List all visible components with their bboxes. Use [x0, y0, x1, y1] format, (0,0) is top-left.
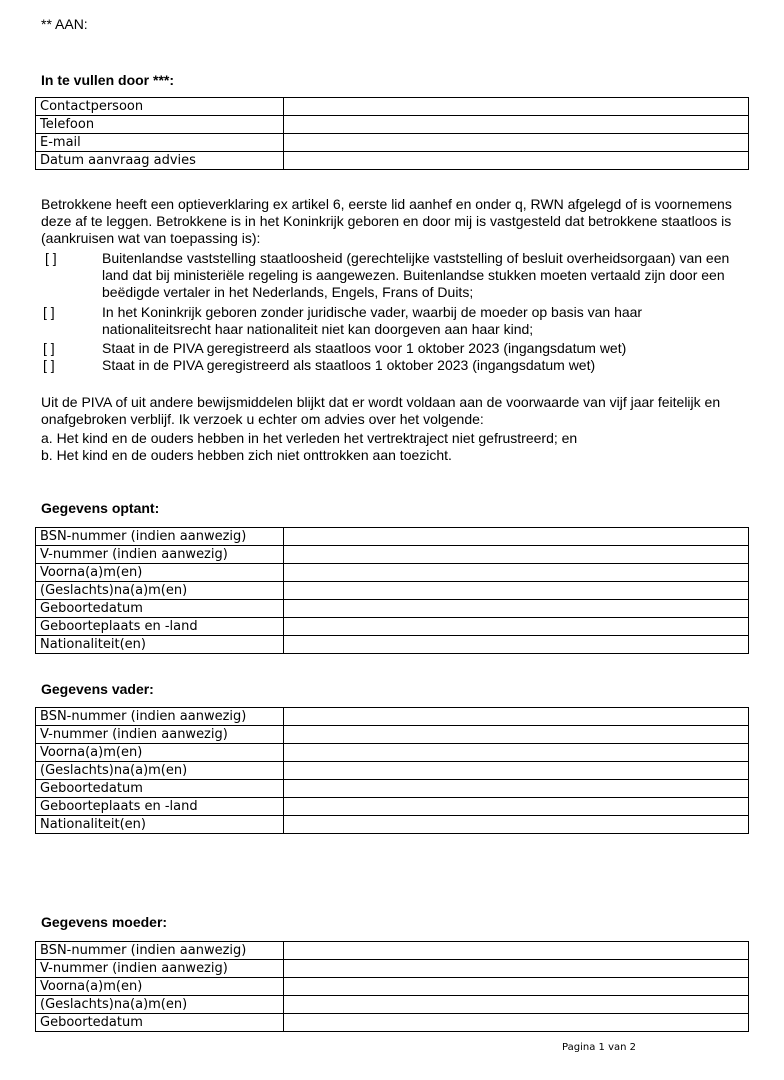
- value-field-email[interactable]: [284, 134, 749, 152]
- table-row: [36, 708, 749, 726]
- checkbox-bracket[interactable]: [ ]: [43, 357, 55, 373]
- table-row: [36, 618, 749, 636]
- option-text: In het Koninkrijk geboren zonder juridische vader, waarbij de moeder op basis van haar nationaliteitsrecht haar nationaliteit niet kan doorgeven aan haar kind;: [102, 304, 643, 337]
- table-row: [36, 152, 749, 170]
- row-label: BSN-nummer (indien aanwezig): [36, 942, 284, 960]
- table-row: [36, 996, 749, 1014]
- value-field[interactable]: [284, 1014, 749, 1032]
- value-field[interactable]: [284, 960, 749, 978]
- option-piva-voor: [43, 340, 753, 357]
- row-label: Geboortedatum: [36, 780, 284, 798]
- row-label: Contactpersoon: [36, 98, 284, 116]
- table-row: [36, 528, 749, 546]
- table-row: [36, 762, 749, 780]
- value-field[interactable]: [284, 546, 749, 564]
- row-label: Voorna(a)m(en): [36, 978, 284, 996]
- row-label: V-nummer (indien aanwezig): [36, 726, 284, 744]
- table-row: [36, 780, 749, 798]
- value-field[interactable]: [284, 798, 749, 816]
- piva-paragraph: Uit de PIVA of uit andere bewijsmiddelen blijkt dat er wordt voldaan aan de voorwaarde van vijf jaar feitelijk en onafgebroken verblijf. Ik verzoek u echter om advies over het volgende:: [41, 394, 721, 427]
- table-row: [36, 978, 749, 996]
- value-field[interactable]: [284, 816, 749, 834]
- contact-table: [35, 97, 749, 170]
- table-row: [36, 116, 749, 134]
- value-field[interactable]: [284, 762, 749, 780]
- table-row: [36, 942, 749, 960]
- checkbox-bracket[interactable]: [ ]: [45, 250, 57, 266]
- option-text: Staat in de PIVA geregistreerd als staatloos 1 oktober 2023 (ingangsdatum wet): [102, 357, 596, 373]
- value-field[interactable]: [284, 780, 749, 798]
- table-row: [36, 726, 749, 744]
- table-row: [36, 98, 749, 116]
- option-zonder-juridische-vader: [43, 304, 753, 338]
- row-label: Nationaliteit(en): [36, 636, 284, 654]
- section-title-moeder: Gegevens moeder:: [41, 914, 168, 930]
- option-buitenlandse-vaststelling: [45, 250, 755, 301]
- table-row: [36, 564, 749, 582]
- row-label: BSN-nummer (indien aanwezig): [36, 708, 284, 726]
- value-field-telefoon[interactable]: [284, 116, 749, 134]
- optant-table: [35, 527, 749, 654]
- row-label: Geboortedatum: [36, 600, 284, 618]
- section-title-in-te-vullen: In te vullen door ***:: [41, 72, 175, 88]
- vader-table: [35, 707, 749, 834]
- row-label: Geboorteplaats en -land: [36, 618, 284, 636]
- row-label: Geboorteplaats en -land: [36, 798, 284, 816]
- table-row: [36, 636, 749, 654]
- table-row: [36, 546, 749, 564]
- row-label: (Geslachts)na(a)m(en): [36, 582, 284, 600]
- row-label: Voorna(a)m(en): [36, 564, 284, 582]
- row-label: Datum aanvraag advies: [36, 152, 284, 170]
- value-field[interactable]: [284, 978, 749, 996]
- row-label: Nationaliteit(en): [36, 816, 284, 834]
- intro-paragraph: Betrokkene heeft een optieverklaring ex artikel 6, eerste lid aanhef en onder q, RWN afgelegd of is voornemens deze af te leggen. Betrokkene is in het Koninkrijk geboren en door mij is vastgesteld dat betrokkene staatloos is (aankruisen wat van toepassing is):: [41, 196, 732, 246]
- value-field-datum-aanvraag[interactable]: [284, 152, 749, 170]
- value-field[interactable]: [284, 528, 749, 546]
- row-label: BSN-nummer (indien aanwezig): [36, 528, 284, 546]
- option-piva-na: [43, 357, 753, 374]
- checkbox-bracket[interactable]: [ ]: [43, 304, 55, 320]
- table-row: [36, 1014, 749, 1032]
- row-label: (Geslachts)na(a)m(en): [36, 996, 284, 1014]
- value-field[interactable]: [284, 582, 749, 600]
- value-field-contactpersoon[interactable]: [284, 98, 749, 116]
- row-label: Telefoon: [36, 116, 284, 134]
- value-field[interactable]: [284, 942, 749, 960]
- checkbox-bracket[interactable]: [ ]: [43, 340, 55, 356]
- section-title-optant: Gegevens optant:: [41, 500, 160, 516]
- value-field[interactable]: [284, 744, 749, 762]
- value-field[interactable]: [284, 618, 749, 636]
- row-label: Voorna(a)m(en): [36, 744, 284, 762]
- value-field[interactable]: [284, 996, 749, 1014]
- row-label: (Geslachts)na(a)m(en): [36, 762, 284, 780]
- row-label: E-mail: [36, 134, 284, 152]
- table-row: [36, 960, 749, 978]
- option-text: Buitenlandse vaststelling staatloosheid (gerechtelijke vaststelling of besluit overheidsorgaan) van een land dat bij ministeriële regeling is aangewezen. Buitenlandse stukken moeten vertaald zijn door een beëdigde vertaler in het Nederlands, Engels, Frans of Duits;: [102, 250, 730, 300]
- row-label: V-nummer (indien aanwezig): [36, 960, 284, 978]
- aan-label: ** AAN:: [41, 16, 88, 32]
- value-field[interactable]: [284, 726, 749, 744]
- value-field[interactable]: [284, 600, 749, 618]
- table-row: [36, 798, 749, 816]
- moeder-table: [35, 941, 749, 1032]
- piva-point-a: a. Het kind en de ouders hebben in het verleden het vertrektraject niet gefrustreerd; en: [41, 430, 578, 446]
- value-field[interactable]: [284, 564, 749, 582]
- option-text: Staat in de PIVA geregistreerd als staatloos voor 1 oktober 2023 (ingangsdatum wet): [102, 340, 627, 356]
- table-row: [36, 600, 749, 618]
- section-title-vader: Gegevens vader:: [41, 681, 154, 697]
- value-field[interactable]: [284, 636, 749, 654]
- table-row: [36, 582, 749, 600]
- row-label: Geboortedatum: [36, 1014, 284, 1032]
- table-row: [36, 134, 749, 152]
- table-row: [36, 816, 749, 834]
- piva-point-b: b. Het kind en de ouders hebben zich niet onttrokken aan toezicht.: [41, 447, 452, 463]
- row-label: V-nummer (indien aanwezig): [36, 546, 284, 564]
- table-row: [36, 744, 749, 762]
- page-number: Pagina 1 van 2: [562, 1042, 636, 1053]
- value-field[interactable]: [284, 708, 749, 726]
